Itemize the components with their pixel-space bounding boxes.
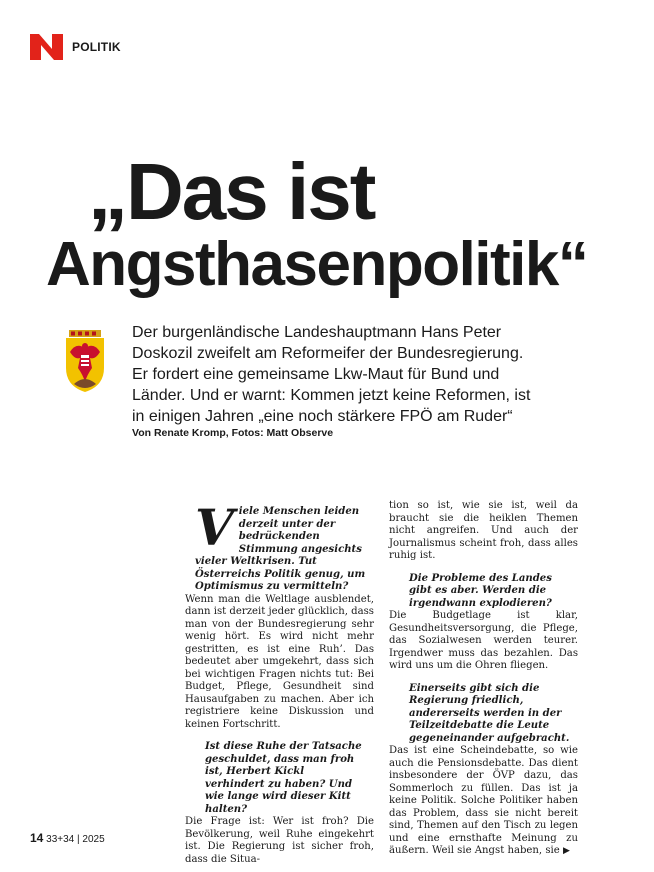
headline-line-1: „Das ist [88,147,375,236]
question-4: Einerseits gibt sich die Regierung friedlich, andererseits werden in der Teilzeitdebatte die Leute gegeneinander aufgebracht. [409,682,570,744]
answer-paragraph-2b: tion so ist, wie sie ist, weil da braucht sie die heiklen Themen nicht angreifen. Und auch der Journalismus scheint froh, dass alles ruhig ist. [389,500,578,561]
burgenland-coat-of-arms-icon [66,330,104,392]
article-column-1 [185,498,374,866]
news-logo [30,34,63,60]
section-label: POLITIK [72,40,121,54]
intro-question-block [185,498,374,594]
page-footer [30,831,105,845]
issue-label: 33+34 | 2025 [46,834,105,845]
question-2: Ist diese Ruhe der Tatsache geschuldet, dass man froh ist, Herbert Kickl verhindert zu haben? Und wie lange wird dieser Kitt halten? [205,741,362,815]
answer-paragraph-3: Die Budgetlage ist klar, Gesundheitsversorgung, die Pflege, das Sozialwesen werden teurer. Irgendwer muss das bezahlen. Das wird uns um die Ohren fliegen. [389,610,578,671]
article-column-2 [389,500,578,858]
drop-cap: V [195,498,234,557]
answer-paragraph-2a: Die Frage ist: Wer ist froh? Die Bevölkerung, weil Ruhe eingekehrt ist. Die Regierung ist sicher froh, dass die Situa- [185,816,374,865]
headline-line-2: Angsthasenpolitik“ [46,230,588,299]
byline: Von Renate Kromp, Fotos: Matt Observe [132,427,334,439]
answer-4-text: Das ist eine Scheindebatte, so wie auch die Pensionsdebatte. Das dient insbesondere der ÖVP dazu, das Sommerloch zu füllen. Das ist ja keine Politik. Solche Politiker haben das Problem, dass sie nicht bereit sind, Themen auf den Tisch zu legen und eine ernsthafte Meinung zu äußern. Weil sie Angst haben, sie [389,745,578,856]
triangle-right-icon: ▶ [562,846,570,856]
page-number: 14 [30,831,44,845]
lead-paragraph: Der burgenländische Landeshauptmann Hans Peter Doskozil zweifelt am Reformeifer der Bundesregierung. Er fordert eine gemeinsame Lkw-Maut für Bund und Länder. Und er warnt: Kommen jetzt keine Reformen, ist in einigen Jahren „eine noch stärkere FPÖ am Ruder“ [132,324,531,425]
answer-paragraph-4 [389,745,578,858]
answer-paragraph-1: Wenn man die Weltlage ausblendet, dann ist derzeit jeder glücklich, dass man von der Bundesregierung sehr wenig hört. Es wird nicht mehr gestritten, es ist eine Ruh’. Das bedeutet aber umgekehrt, dass sich bei wichtigen Fragen nichts tut: Bei Budget, Pflege, Gesundheit sind Hausaufgaben zu machen. Aber ich registriere keine Diskussion und keinen Fortschritt. [185,593,374,730]
intro-question: iele Menschen leiden derzeit unter der bedrückenden Stimmung angesichts vieler Weltkrisen. Tut Österreichs Politik genug, um Optimismus zu vermitteln? [195,506,366,592]
question-3: Die Probleme des Landes gibt es aber. Werden die irgendwann explodieren? [409,572,552,609]
